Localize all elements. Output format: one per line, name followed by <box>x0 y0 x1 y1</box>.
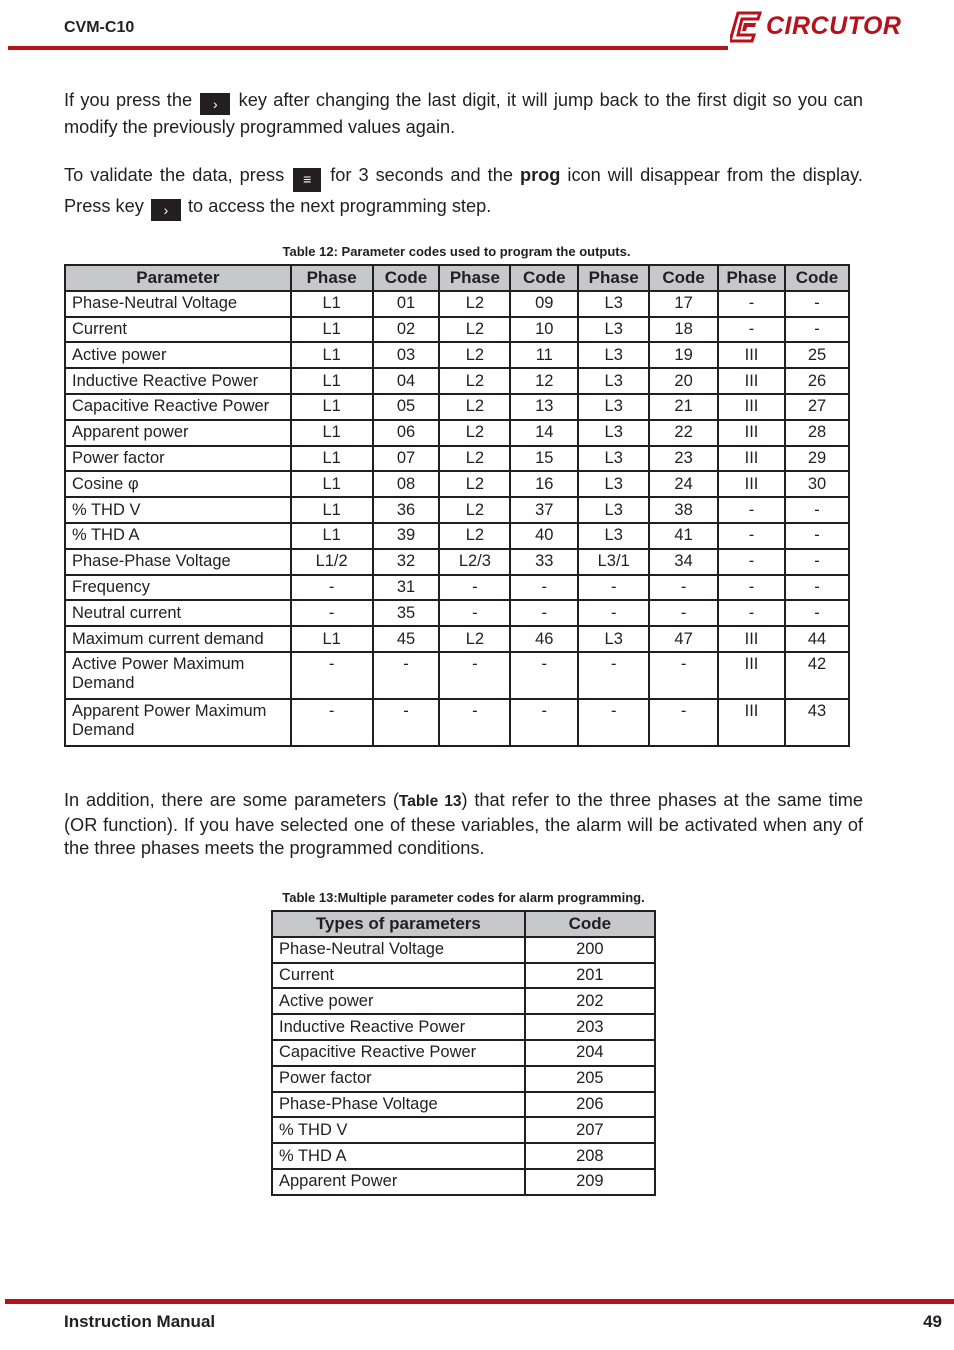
value-cell: - <box>578 575 649 601</box>
value-cell: III <box>718 368 785 394</box>
table-row <box>272 937 655 963</box>
value-cell: - <box>785 600 849 626</box>
value-cell: 31 <box>373 575 440 601</box>
value-cell: L2 <box>439 471 510 497</box>
parameter-cell: Phase-Neutral Voltage <box>272 937 525 963</box>
value-cell: L2 <box>439 523 510 549</box>
page-number: 49 <box>923 1312 942 1331</box>
value-cell: L1 <box>291 626 373 652</box>
value-cell: - <box>510 652 578 699</box>
table-row <box>65 291 849 317</box>
value-cell: - <box>510 575 578 601</box>
para3-text-start: In addition, there are some parameters ( <box>64 790 399 810</box>
value-cell: 24 <box>649 471 718 497</box>
value-cell: L3 <box>578 471 649 497</box>
table-row <box>65 497 849 523</box>
value-cell: III <box>718 471 785 497</box>
table-row <box>272 1169 655 1195</box>
value-cell: 26 <box>785 368 849 394</box>
value-cell: 204 <box>525 1040 655 1066</box>
value-cell: - <box>291 699 373 746</box>
value-cell: 47 <box>649 626 718 652</box>
parameter-cell: Current <box>65 317 291 343</box>
footer-manual-label: Instruction Manual <box>64 1312 216 1331</box>
value-cell: 28 <box>785 420 849 446</box>
parameter-cell: % THD A <box>272 1143 525 1169</box>
table13-reference: Table 13 <box>398 793 462 810</box>
value-cell: III <box>718 394 785 420</box>
value-cell: L3 <box>578 446 649 472</box>
value-cell: L3 <box>578 394 649 420</box>
table-row <box>272 1117 655 1143</box>
column-header: Phase <box>718 265 785 291</box>
table-row <box>272 988 655 1014</box>
value-cell: L3 <box>578 626 649 652</box>
parameter-cell: Apparent Power <box>272 1169 525 1195</box>
value-cell: 201 <box>525 963 655 989</box>
value-cell: - <box>439 652 510 699</box>
chevron-right-key-icon: › <box>200 93 230 115</box>
value-cell: L1 <box>291 523 373 549</box>
value-cell: L3 <box>578 368 649 394</box>
brand-name: CIRCUTOR <box>766 12 902 40</box>
value-cell: 18 <box>649 317 718 343</box>
value-cell: - <box>510 699 578 746</box>
parameter-cell: Frequency <box>65 575 291 601</box>
value-cell: 23 <box>649 446 718 472</box>
value-cell: 17 <box>649 291 718 317</box>
value-cell: 44 <box>785 626 849 652</box>
value-cell: L1 <box>291 317 373 343</box>
value-cell: L1 <box>291 394 373 420</box>
parameter-cell: % THD A <box>65 523 291 549</box>
value-cell: 06 <box>373 420 440 446</box>
value-cell: III <box>718 699 785 746</box>
value-cell: - <box>785 549 849 575</box>
value-cell: 41 <box>649 523 718 549</box>
column-header: Code <box>785 265 849 291</box>
document-title: CVM-C10 <box>64 19 135 36</box>
value-cell: 35 <box>373 600 440 626</box>
value-cell: 205 <box>525 1066 655 1092</box>
parameter-cell: Inductive Reactive Power <box>65 368 291 394</box>
circutor-logo-icon <box>730 9 764 45</box>
value-cell: - <box>510 600 578 626</box>
value-cell: - <box>291 600 373 626</box>
value-cell: 07 <box>373 446 440 472</box>
value-cell: L3 <box>578 497 649 523</box>
parameter-cell: Cosine φ <box>65 471 291 497</box>
parameter-cell: Active power <box>65 342 291 368</box>
value-cell: 25 <box>785 342 849 368</box>
table-row <box>65 394 849 420</box>
value-cell: III <box>718 342 785 368</box>
table-row <box>65 471 849 497</box>
parameter-cell: % THD V <box>65 497 291 523</box>
value-cell: - <box>718 523 785 549</box>
value-cell: L3 <box>578 523 649 549</box>
parameter-cell: % THD V <box>272 1117 525 1143</box>
parameter-cell: Phase-Phase Voltage <box>272 1092 525 1118</box>
menu-key-icon: ≡ <box>293 168 321 192</box>
para2-text-start: To validate the data, press <box>64 165 285 185</box>
column-header: Code <box>525 911 655 937</box>
value-cell: - <box>291 575 373 601</box>
parameter-cell: Phase-Phase Voltage <box>65 549 291 575</box>
value-cell: L1 <box>291 497 373 523</box>
value-cell: L3 <box>578 342 649 368</box>
value-cell: L1/2 <box>291 549 373 575</box>
value-cell: - <box>718 497 785 523</box>
para2-text-after: icon will disappear from the display. Press key <box>64 165 863 216</box>
value-cell: L1 <box>291 420 373 446</box>
value-cell: - <box>649 699 718 746</box>
parameter-cell: Capacitive Reactive Power <box>65 394 291 420</box>
value-cell: L1 <box>291 342 373 368</box>
parameter-cell: Active Power Maximum Demand <box>65 652 291 699</box>
value-cell: 22 <box>649 420 718 446</box>
value-cell: 19 <box>649 342 718 368</box>
value-cell: 34 <box>649 549 718 575</box>
prog-word: prog <box>519 165 561 185</box>
table12-header <box>65 265 849 291</box>
value-cell: - <box>439 575 510 601</box>
value-cell: L3/1 <box>578 549 649 575</box>
value-cell: - <box>718 291 785 317</box>
value-cell: 208 <box>525 1143 655 1169</box>
parameter-cell: Active power <box>272 988 525 1014</box>
value-cell: 13 <box>510 394 578 420</box>
table12-body <box>65 291 849 746</box>
value-cell: - <box>291 652 373 699</box>
table-row <box>272 1066 655 1092</box>
value-cell: L2 <box>439 626 510 652</box>
value-cell: III <box>718 652 785 699</box>
value-cell: - <box>785 317 849 343</box>
para3-text-end: ) that refer to the three phases at the same time (OR function). If you have selected one of these variables, the alarm will be activated when any of the three phases meets the programmed conditions. <box>64 790 863 858</box>
column-header: Phase <box>291 265 373 291</box>
value-cell: 46 <box>510 626 578 652</box>
value-cell: - <box>649 652 718 699</box>
value-cell: L3 <box>578 291 649 317</box>
value-cell: L3 <box>578 420 649 446</box>
value-cell: 203 <box>525 1014 655 1040</box>
value-cell: III <box>718 420 785 446</box>
value-cell: - <box>718 549 785 575</box>
table-row <box>65 549 849 575</box>
value-cell: L1 <box>291 446 373 472</box>
value-cell: 33 <box>510 549 578 575</box>
value-cell: - <box>718 575 785 601</box>
value-cell: 15 <box>510 446 578 472</box>
column-header: Code <box>510 265 578 291</box>
value-cell: - <box>373 699 440 746</box>
para2-text-mid: for 3 seconds and the <box>330 165 513 185</box>
value-cell: - <box>785 291 849 317</box>
circutor-logo <box>730 9 908 45</box>
value-cell: 45 <box>373 626 440 652</box>
value-cell: - <box>578 600 649 626</box>
table-row <box>65 600 849 626</box>
table13-body <box>272 937 655 1195</box>
parameter-cell: Maximum current demand <box>65 626 291 652</box>
value-cell: 20 <box>649 368 718 394</box>
value-cell: L1 <box>291 368 373 394</box>
table-row <box>65 626 849 652</box>
table-row <box>272 1092 655 1118</box>
value-cell: 32 <box>373 549 440 575</box>
paragraph-validate <box>64 161 863 221</box>
value-cell: L1 <box>291 291 373 317</box>
value-cell: 10 <box>510 317 578 343</box>
value-cell: 39 <box>373 523 440 549</box>
table-row <box>65 342 849 368</box>
value-cell: 05 <box>373 394 440 420</box>
value-cell: III <box>718 626 785 652</box>
table13-header <box>272 911 655 937</box>
table12-caption: Table 12: Parameter codes used to program the outputs. <box>282 244 631 259</box>
value-cell: 02 <box>373 317 440 343</box>
value-cell: 200 <box>525 937 655 963</box>
value-cell: - <box>785 523 849 549</box>
value-cell: L2 <box>439 420 510 446</box>
footer-rule <box>5 1299 954 1304</box>
value-cell: 29 <box>785 446 849 472</box>
value-cell: 209 <box>525 1169 655 1195</box>
para2-text-end: to access the next programming step. <box>187 196 492 216</box>
value-cell: - <box>649 600 718 626</box>
value-cell: L2 <box>439 317 510 343</box>
value-cell: - <box>718 317 785 343</box>
value-cell: - <box>373 652 440 699</box>
table-row <box>272 1143 655 1169</box>
value-cell: L2 <box>439 368 510 394</box>
table-row <box>65 420 849 446</box>
value-cell: L2 <box>439 446 510 472</box>
value-cell: 09 <box>510 291 578 317</box>
column-header: Phase <box>578 265 649 291</box>
value-cell: 43 <box>785 699 849 746</box>
table-row <box>272 1040 655 1066</box>
parameter-cell: Apparent power <box>65 420 291 446</box>
value-cell: L2 <box>439 497 510 523</box>
table-row <box>65 368 849 394</box>
value-cell: 16 <box>510 471 578 497</box>
header-rule <box>8 46 728 50</box>
value-cell: 202 <box>525 988 655 1014</box>
value-cell: - <box>578 699 649 746</box>
table-row <box>65 317 849 343</box>
value-cell: 14 <box>510 420 578 446</box>
table-row <box>65 575 849 601</box>
table13 <box>271 910 656 1196</box>
table-row <box>272 1014 655 1040</box>
value-cell: III <box>718 446 785 472</box>
parameter-cell: Current <box>272 963 525 989</box>
parameter-cell: Apparent Power Maximum Demand <box>65 699 291 746</box>
value-cell: 11 <box>510 342 578 368</box>
column-header: Code <box>649 265 718 291</box>
paragraph-next-key <box>64 88 863 139</box>
parameter-cell: Phase-Neutral Voltage <box>65 291 291 317</box>
para1-text-end: key after changing the last digit, it will jump back to the first digit so you can modify the previously programmed values again. <box>64 90 863 137</box>
value-cell: L1 <box>291 471 373 497</box>
value-cell: - <box>578 652 649 699</box>
value-cell: 08 <box>373 471 440 497</box>
value-cell: - <box>649 575 718 601</box>
parameter-cell: Power factor <box>65 446 291 472</box>
value-cell: 38 <box>649 497 718 523</box>
column-header: Parameter <box>65 265 291 291</box>
column-header: Code <box>373 265 440 291</box>
value-cell: - <box>785 497 849 523</box>
para1-text-start: If you press the <box>64 90 193 110</box>
value-cell: L2 <box>439 291 510 317</box>
value-cell: L3 <box>578 317 649 343</box>
value-cell: L2 <box>439 342 510 368</box>
chevron-right-key-icon: › <box>151 199 181 221</box>
table13-caption: Table 13:Multiple parameter codes for alarm programming. <box>282 890 645 905</box>
value-cell: 37 <box>510 497 578 523</box>
value-cell: 207 <box>525 1117 655 1143</box>
value-cell: 04 <box>373 368 440 394</box>
table-row <box>65 446 849 472</box>
parameter-cell: Inductive Reactive Power <box>272 1014 525 1040</box>
value-cell: - <box>785 575 849 601</box>
value-cell: 21 <box>649 394 718 420</box>
value-cell: 206 <box>525 1092 655 1118</box>
table12 <box>64 264 850 747</box>
paragraph-or-function <box>64 789 863 861</box>
value-cell: 42 <box>785 652 849 699</box>
value-cell: 27 <box>785 394 849 420</box>
table-row <box>65 523 849 549</box>
parameter-cell: Neutral current <box>65 600 291 626</box>
table-row <box>65 652 849 699</box>
parameter-cell: Capacitive Reactive Power <box>272 1040 525 1066</box>
value-cell: - <box>718 600 785 626</box>
value-cell: L2/3 <box>439 549 510 575</box>
value-cell: 12 <box>510 368 578 394</box>
parameter-cell: Power factor <box>272 1066 525 1092</box>
value-cell: 01 <box>373 291 440 317</box>
value-cell: 40 <box>510 523 578 549</box>
value-cell: 36 <box>373 497 440 523</box>
table-row <box>65 699 849 746</box>
value-cell: 03 <box>373 342 440 368</box>
column-header: Types of parameters <box>272 911 525 937</box>
value-cell: - <box>439 699 510 746</box>
value-cell: 30 <box>785 471 849 497</box>
column-header: Phase <box>439 265 510 291</box>
value-cell: - <box>439 600 510 626</box>
value-cell: L2 <box>439 394 510 420</box>
table-row <box>272 963 655 989</box>
